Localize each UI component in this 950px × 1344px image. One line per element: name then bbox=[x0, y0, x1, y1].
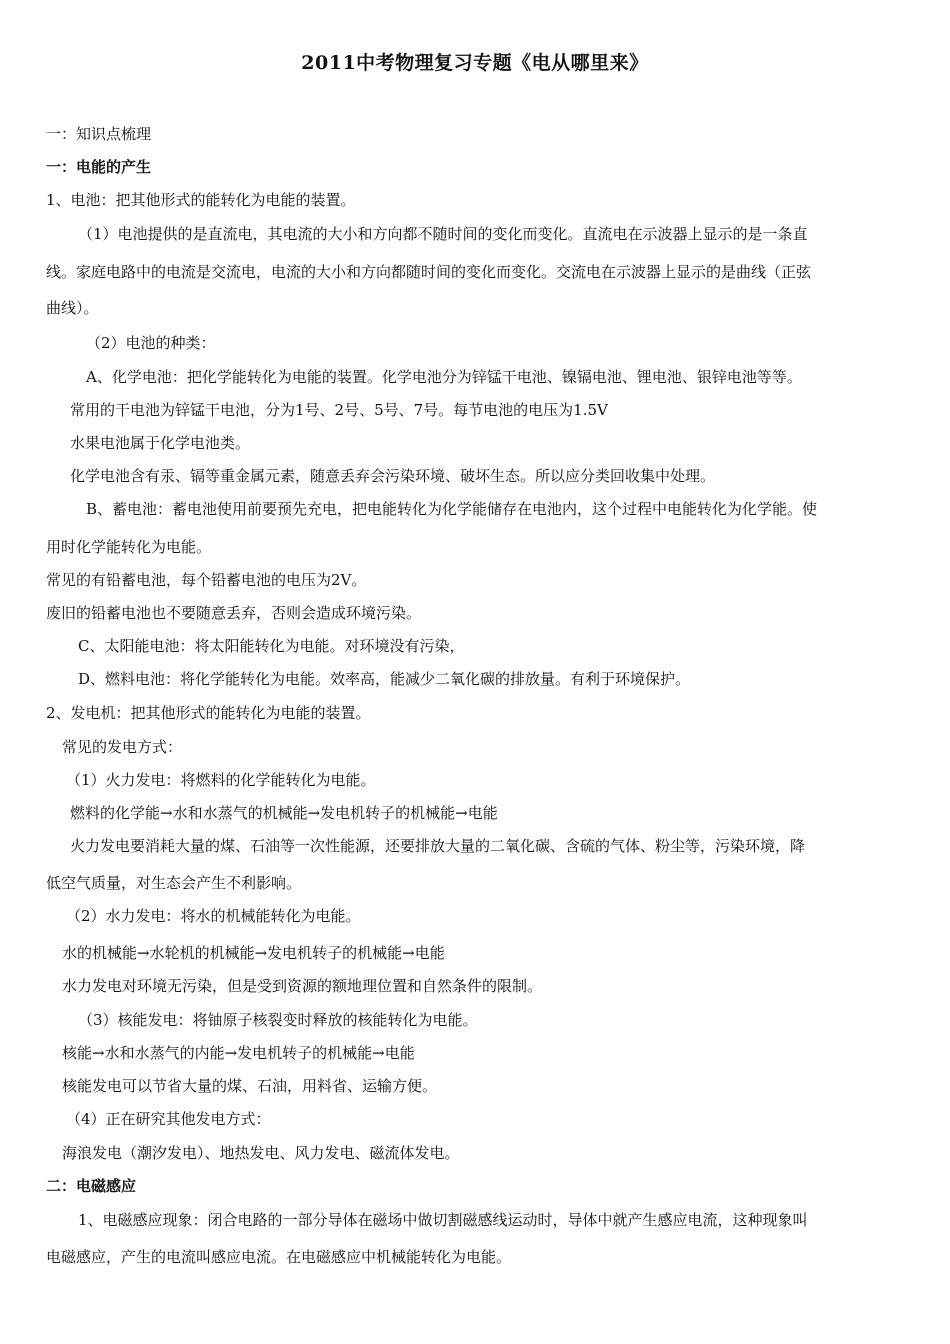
text-line: 化学电池含有汞、镉等重金属元素，随意丢弃会污染环境、破坏生态。所以应分类回收集中处理。 bbox=[70, 467, 716, 485]
section-heading: 二：电磁感应 bbox=[46, 1177, 137, 1195]
text-line: 废旧的铅蓄电池也不要随意丢弃，否则会造成环境污染。 bbox=[46, 604, 422, 622]
text-line: （4）正在研究其他发电方式： bbox=[66, 1110, 271, 1128]
text-line: 水力发电对环境无污染，但是受到资源的额地理位置和自然条件的限制。 bbox=[62, 977, 543, 995]
text-line: 曲线）。 bbox=[46, 299, 99, 317]
text-line: （2）电池的种类： bbox=[86, 334, 216, 352]
text-line: B、蓄电池：蓄电池使用前要预先充电，把电能转化为化学能储存在电池内，这个过程中电能转化为化学能。使 bbox=[86, 500, 818, 518]
text-line: C、太阳能电池：将太阳能转化为电能。对环境没有污染， bbox=[78, 637, 465, 655]
text-line: 水果电池属于化学电池类。 bbox=[70, 434, 251, 452]
text-line: 低空气质量，对生态会产生不利影响。 bbox=[46, 874, 302, 892]
text-line: 电磁感应，产生的电流叫感应电流。在电磁感应中机械能转化为电能。 bbox=[46, 1248, 512, 1266]
text-line: 常见的有铅蓄电池，每个铅蓄电池的电压为2V。 bbox=[46, 571, 367, 589]
section-heading: 一：电能的产生 bbox=[46, 158, 152, 176]
text-line: 线。家庭电路中的电流是交流电，电流的大小和方向都随时间的变化而变化。交流电在示波器上显示的是曲线（正弦 bbox=[46, 263, 812, 281]
text-line: 核能→水和水蒸气的内能→发电机转子的机械能→电能 bbox=[62, 1044, 415, 1062]
page-title: 2011中考物理复习专题《电从哪里来》 bbox=[301, 52, 649, 74]
text-line: 火力发电要消耗大量的煤、石油等一次性能源，还要排放大量的二氧化碳、含硫的气体、粉尘等，污染环境，降 bbox=[70, 837, 806, 855]
text-line: （1）火力发电：将燃料的化学能转化为电能。 bbox=[66, 771, 376, 789]
text-line: 常见的发电方式： bbox=[62, 738, 183, 756]
text-line: 常用的干电池为锌锰干电池，分为1号、2号、5号、7号。每节电池的电压为1.5V bbox=[70, 401, 608, 419]
text-line: 一：知识点梳理 bbox=[46, 125, 152, 143]
text-line: 2、发电机：把其他形式的能转化为电能的装置。 bbox=[46, 704, 371, 722]
text-line: （1）电池提供的是直流电，其电流的大小和方向都不随时间的变化而变化。直流电在示波器上显示的是一条直 bbox=[78, 225, 808, 243]
text-line: 水的机械能→水轮机的机械能→发电机转子的机械能→电能 bbox=[62, 944, 445, 962]
text-line: 1、电磁感应现象：闭合电路的一部分导体在磁场中做切割磁感线运动时，导体中就产生感应电流，这种现象叫 bbox=[78, 1211, 808, 1229]
text-line: 核能发电可以节省大量的煤、石油，用料省、运输方便。 bbox=[62, 1077, 438, 1095]
text-line: A、化学电池：把化学能转化为电能的装置。化学电池分为锌锰干电池、镍镉电池、锂电池、银锌电池等等。 bbox=[86, 368, 802, 386]
text-line: （2）水力发电：将水的机械能转化为电能。 bbox=[66, 907, 361, 925]
text-line: （3）核能发电：将铀原子核裂变时释放的核能转化为电能。 bbox=[78, 1011, 478, 1029]
text-line: 1、电池：把其他形式的能转化为电能的装置。 bbox=[46, 191, 356, 209]
text-line: 燃料的化学能→水和水蒸气的机械能→发电机转子的机械能→电能 bbox=[70, 804, 498, 822]
text-line: 海浪发电（潮汐发电）、地热发电、风力发电、磁流体发电。 bbox=[62, 1144, 460, 1162]
text-line: D、燃料电池：将化学能转化为电能。效率高，能减少二氧化碳的排放量。有利于环境保护。 bbox=[78, 670, 691, 688]
text-line: 用时化学能转化为电能。 bbox=[46, 538, 212, 556]
